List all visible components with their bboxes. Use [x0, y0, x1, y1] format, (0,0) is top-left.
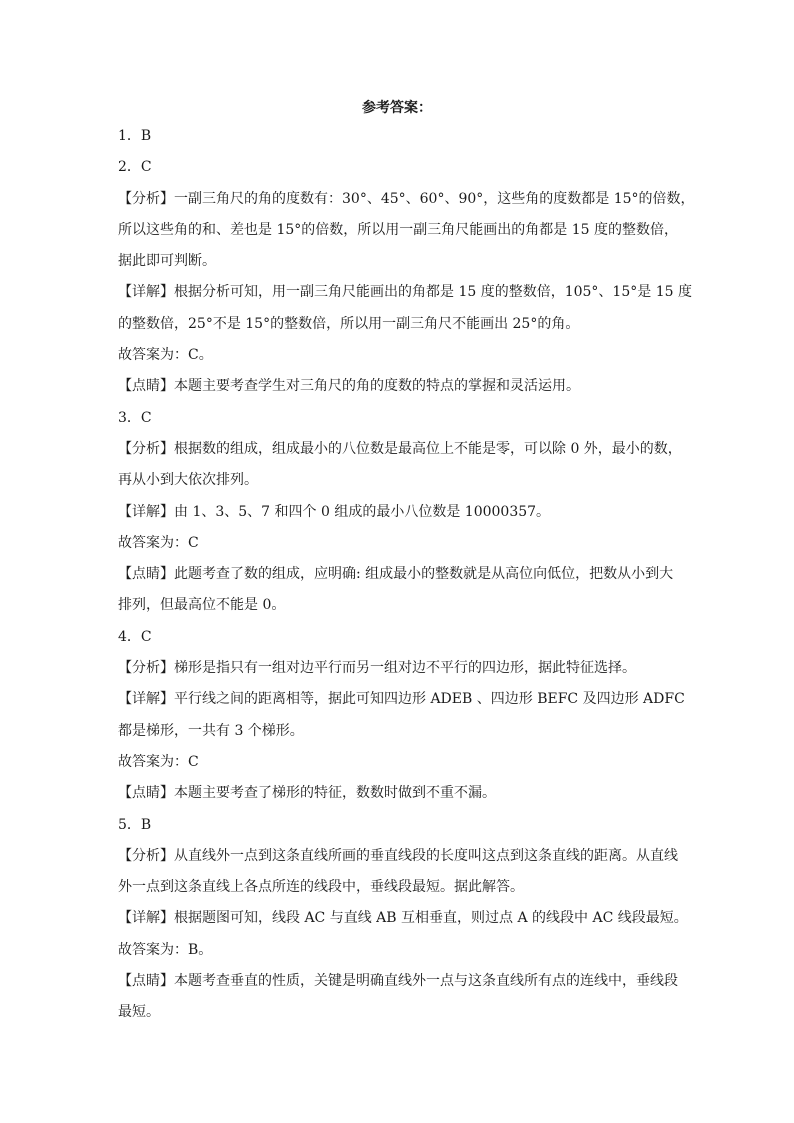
- text-line: 故答案为：C。: [118, 347, 213, 364]
- text-line: 【分析】梯形是指只有一组对边平行而另一组对边不平行的四边形，据此特征选择。: [118, 660, 636, 677]
- text-line: 【分析】一副三角尺的角的度数有：30°、45°、60°、90°，这些角的度数都是 15°的倍数，: [118, 190, 695, 207]
- text-line: 据此即可判断。: [118, 253, 216, 270]
- text-line: 都是梯形，一共有 3 个梯形。: [118, 722, 304, 739]
- text-line: 【分析】从直线外一点到这条直线所画的垂直线段的长度叫这点到这条直线的距离。从直线: [118, 847, 678, 864]
- text-line: 【详解】根据题图可知，线段 AC 与直线 AB 互相垂直，则过点 A 的线段中 AC 线段最短。: [118, 910, 688, 927]
- text-line: 最短。: [118, 1004, 160, 1021]
- text-line: 故答案为：C: [118, 753, 199, 770]
- text-line: 排列，但最高位不能是 0。: [118, 597, 286, 614]
- text-line: 【分析】根据数的组成，组成最小的八位数是最高位上不能是零，可以除 0 外，最小的数，: [118, 440, 682, 457]
- text-line: 再从小到大依次排列。: [118, 472, 258, 489]
- text-line: 2．C: [118, 159, 152, 176]
- text-line: 【点睛】本题主要考查了梯形的特征，数数时做到不重不漏。: [118, 785, 496, 802]
- text-line: 【点睛】本题考查垂直的性质，关键是明确直线外一点与这条直线所有点的连线中，垂线段: [118, 973, 678, 990]
- text-line: 1．B: [118, 128, 152, 144]
- answer-content: [118, 121, 695, 1029]
- text-line: 【详解】由 1、3、5、7 和四个 0 组成的最小八位数是 10000357。: [118, 503, 551, 520]
- text-line: 【详解】平行线之间的距离相等，据此可知四边形 ADEB 、四边形 BEFC 及四边形 ADFC: [118, 691, 685, 708]
- text-line: 故答案为：B。: [118, 941, 213, 958]
- text-line: 故答案为：C: [118, 534, 199, 551]
- text-line: 的整数倍，25°不是 15°的整数倍，所以用一副三角尺不能画出 25°的角。: [118, 315, 580, 332]
- text-line: 【详解】根据分析可知，用一副三角尺能画出的角都是 15 度的整数倍，105°、15°是 15 度: [118, 284, 692, 301]
- text-line: 3．C: [118, 409, 152, 426]
- text-line: 【点睛】本题主要考查学生对三角尺的角的度数的特点的掌握和灵活运用。: [118, 378, 580, 395]
- text-line: 【点睛】此题考查了数的组成，应明确: 组成最小的整数就是从高位向低位，把数从小到大: [118, 566, 674, 583]
- text-line: 外一点到这条直线上各点所连的线段中，垂线段最短。据此解答。: [118, 879, 524, 896]
- text-line: 4．C: [118, 628, 152, 645]
- text-line: 所以这些角的和、差也是 15°的倍数，所以用一副三角尺能画出的角都是 15 度的整数倍，: [118, 221, 678, 238]
- page-title: 参考答案：: [362, 100, 432, 116]
- text-line: 5．B: [118, 816, 152, 833]
